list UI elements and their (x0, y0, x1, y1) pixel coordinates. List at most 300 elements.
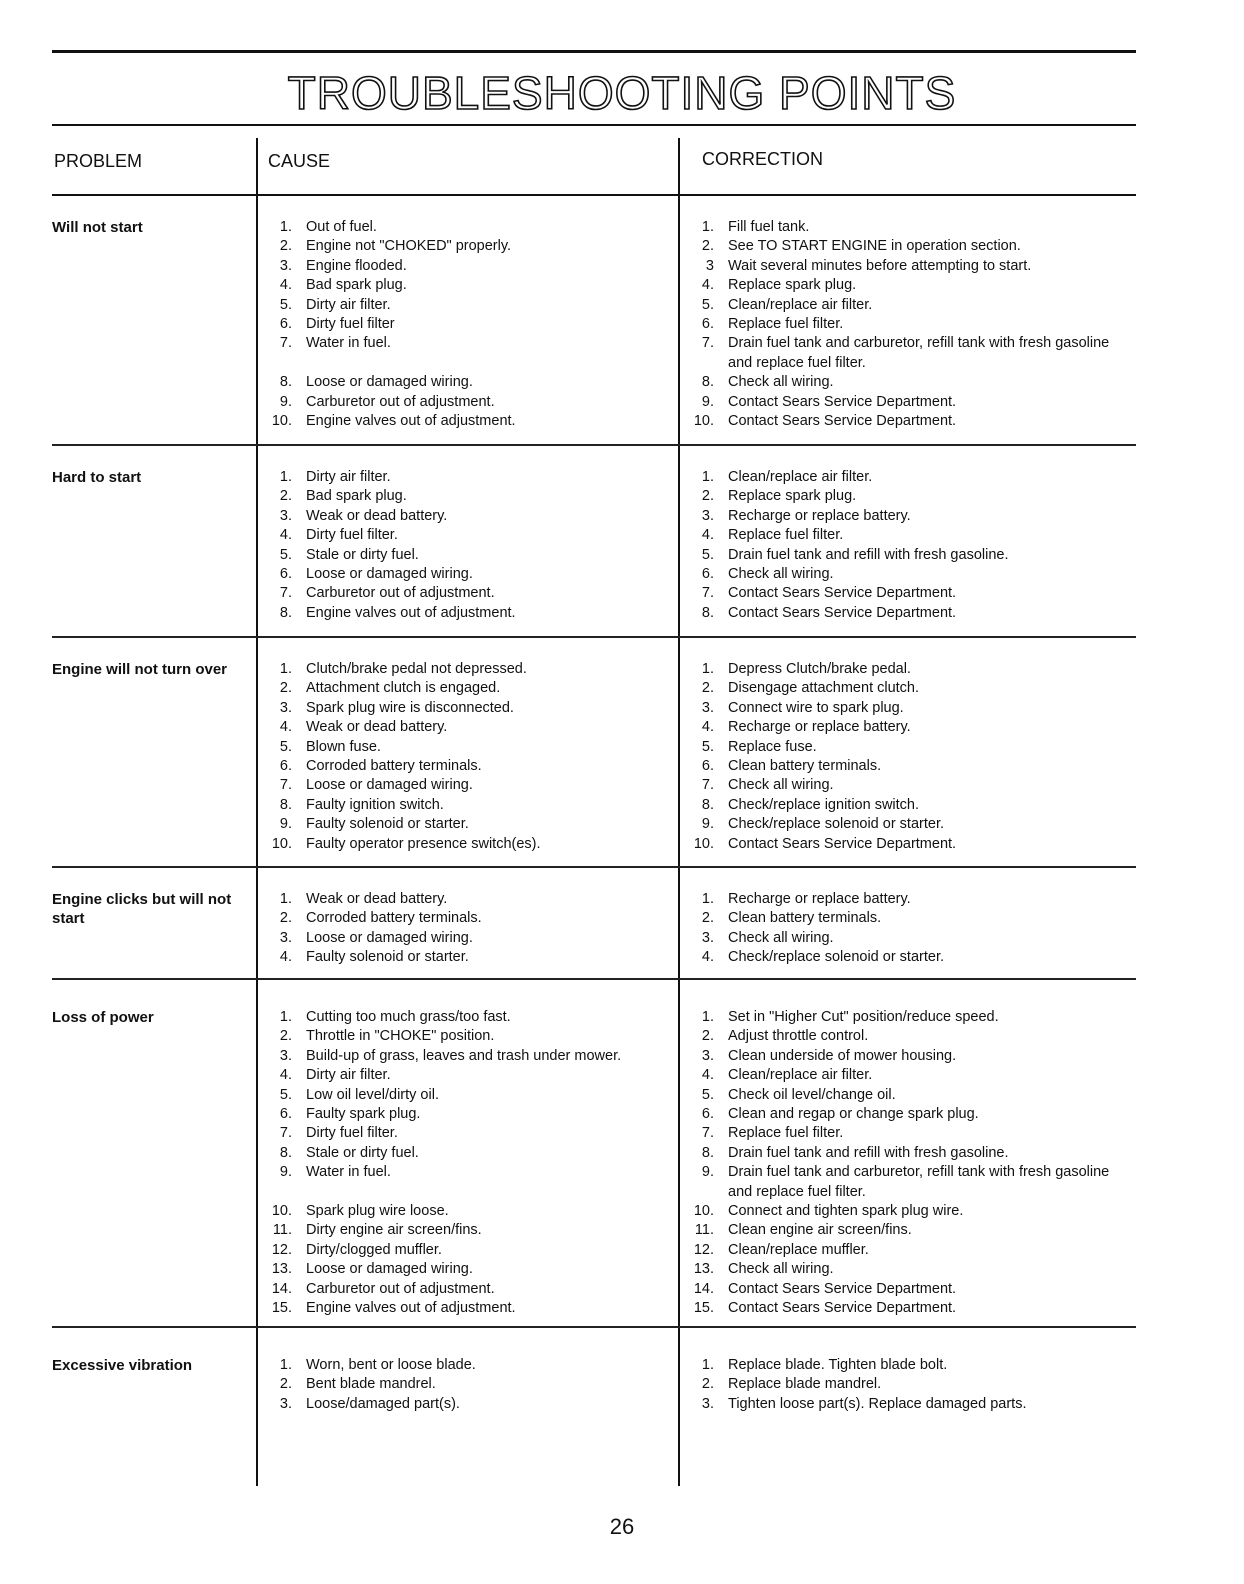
cause-item (266, 393, 686, 412)
item-number: 9. (701, 816, 714, 833)
item-text: Contact Sears Service Department. (728, 604, 957, 621)
correction-item (688, 1086, 1128, 1105)
item-text: Drain fuel tank and carburetor, refill tank with fresh gasoline and replace fuel filter. (728, 1164, 1110, 1200)
correction-item (688, 276, 1128, 295)
item-text: Dirty air filter. (306, 469, 391, 485)
item-text: Carburetor out of adjustment. (306, 393, 495, 410)
item-text: Stale or dirty fuel. (306, 546, 419, 563)
cause-item (266, 507, 686, 526)
correction-item (688, 373, 1128, 392)
item-number: 6. (279, 758, 292, 775)
item-text: Check oil level/change oil. (728, 1086, 896, 1103)
item-number: 4. (279, 719, 292, 736)
item-text: Cutting too much grass/too fast. (306, 1009, 511, 1025)
item-number: 5. (279, 546, 292, 563)
item-number: 2. (279, 1376, 292, 1393)
cause-item (266, 584, 686, 603)
correction-list (688, 1008, 1128, 1319)
item-text: Drain fuel tank and carburetor, refill tank with fresh gasoline and replace fuel filter. (728, 335, 1110, 371)
item-text: Dirty air filter. (306, 296, 391, 313)
item-number: 6. (701, 316, 714, 333)
item-number: 5. (279, 738, 292, 755)
cause-item (266, 412, 686, 431)
item-number: 5. (279, 1086, 292, 1103)
cause-list (266, 1008, 686, 1318)
item-text: Worn, bent or loose blade. (306, 1357, 476, 1373)
item-number: 2. (279, 910, 292, 927)
item-number: 3. (279, 699, 292, 716)
cause-item (266, 1356, 686, 1375)
cause-item (266, 948, 686, 967)
item-text: Adjust throttle control. (728, 1028, 869, 1045)
item-text: Engine valves out of adjustment. (306, 604, 516, 621)
item-text: Engine valves out of adjustment. (306, 413, 516, 430)
item-text: Clean engine air screen/fins. (728, 1222, 912, 1239)
item-number: 6. (701, 566, 714, 583)
correction-item (688, 393, 1128, 412)
item-number: 8. (279, 374, 292, 391)
item-number: 8. (701, 1144, 714, 1161)
item-text: Loose or damaged wiring. (306, 566, 473, 583)
item-number: 2. (701, 488, 714, 505)
correction-item (688, 1356, 1128, 1375)
cause-list (266, 1356, 686, 1414)
item-number: 8. (701, 604, 714, 621)
correction-item (688, 526, 1128, 545)
cause-item (266, 757, 686, 776)
cause-item (266, 1202, 686, 1221)
item-text: Dirty fuel filter. (306, 527, 398, 544)
item-text: Engine flooded. (306, 257, 407, 274)
cause-item (266, 929, 686, 948)
item-text: Weak or dead battery. (306, 507, 448, 524)
cause-list (266, 218, 686, 431)
item-text: Check all wiring. (728, 929, 834, 946)
cause-item (266, 487, 686, 506)
cause-item (266, 315, 686, 334)
item-number: 3 (705, 257, 714, 274)
correction-list (688, 218, 1128, 431)
item-text: Faulty ignition switch. (306, 796, 444, 813)
cause-item (266, 890, 686, 909)
item-text: Replace blade mandrel. (728, 1376, 882, 1393)
item-number: 9. (279, 1164, 292, 1181)
correction-item (688, 1299, 1128, 1318)
item-number: 12. (693, 1241, 714, 1258)
item-text: Engine valves out of adjustment. (306, 1300, 516, 1317)
cause-item (266, 796, 686, 815)
item-text: Clean underside of mower housing. (728, 1047, 957, 1064)
item-number: 3. (279, 507, 292, 524)
item-text: Check all wiring. (728, 374, 834, 391)
correction-item (688, 1066, 1128, 1085)
item-text: Check/replace solenoid or starter. (728, 816, 944, 833)
cause-list (266, 660, 686, 854)
item-number: 9. (701, 1164, 714, 1181)
correction-item (688, 1027, 1128, 1046)
correction-item (688, 699, 1128, 718)
correction-item (688, 1280, 1128, 1299)
correction-item (688, 487, 1128, 506)
item-text: Recharge or replace battery. (728, 891, 911, 907)
correction-item (688, 757, 1128, 776)
item-number: 5. (701, 1086, 714, 1103)
cause-item (266, 218, 686, 237)
item-text: Weak or dead battery. (306, 891, 448, 907)
cause-item (266, 1027, 686, 1046)
item-text: Clean battery terminals. (728, 758, 882, 775)
item-number: 11. (694, 1222, 714, 1239)
header-rule (52, 194, 1136, 196)
item-number: 7. (279, 777, 292, 794)
cause-list (266, 468, 686, 623)
item-number: 7. (701, 777, 714, 794)
item-text: Check all wiring. (728, 566, 834, 583)
cause-item (266, 257, 686, 276)
correction-item (688, 1221, 1128, 1240)
item-text: See TO START ENGINE in operation section. (728, 238, 1021, 255)
item-text: Bad spark plug. (306, 488, 407, 505)
cause-item (266, 604, 686, 623)
cause-item (266, 718, 686, 737)
correction-item (688, 412, 1128, 431)
item-text: Replace blade. Tighten blade bolt. (728, 1357, 948, 1373)
header-correction: CORRECTION (702, 149, 823, 169)
item-text: Water in fuel. (306, 1164, 391, 1181)
problem-label: Will not start (52, 219, 143, 236)
item-number: 7. (279, 585, 292, 602)
cause-item (266, 1124, 686, 1143)
cause-item (266, 373, 686, 392)
item-text: Loose or damaged wiring. (306, 374, 473, 391)
item-text: Clean/replace air filter. (728, 1067, 873, 1084)
correction-item (688, 584, 1128, 603)
item-text: Drain fuel tank and refill with fresh gasoline. (728, 546, 1009, 563)
item-number: 10. (271, 835, 292, 852)
correction-item (688, 1260, 1128, 1279)
correction-item (688, 1008, 1128, 1027)
item-number: 10. (271, 413, 292, 430)
item-number: 1. (701, 891, 714, 907)
cause-item (266, 334, 686, 353)
item-text: Clean/replace air filter. (728, 296, 873, 313)
item-number: 3. (701, 507, 714, 524)
cause-item (266, 1260, 686, 1279)
correction-item (688, 1047, 1128, 1066)
cause-item (266, 1395, 686, 1414)
item-text: Faulty operator presence switch(es). (306, 835, 541, 852)
correction-list (688, 468, 1128, 623)
correction-item (688, 1241, 1128, 1260)
item-text: Replace fuel filter. (728, 316, 844, 333)
item-number: 5. (701, 296, 714, 313)
item-text: Contact Sears Service Department. (728, 585, 957, 602)
item-text: Spark plug wire is disconnected. (306, 699, 514, 716)
correction-item (688, 738, 1128, 757)
page-number: 26 (609, 1514, 635, 1539)
header-problem: PROBLEM (54, 151, 143, 171)
top-rule (52, 50, 1136, 53)
item-text: Blown fuse. (306, 738, 381, 755)
cause-item (266, 1299, 686, 1318)
correction-item (688, 218, 1128, 237)
item-number: 2. (701, 1028, 714, 1045)
problem-label: Engine will not turn over (52, 661, 228, 678)
item-number: 7. (701, 335, 714, 352)
item-text: Attachment clutch is engaged. (306, 680, 501, 697)
cause-item (266, 699, 686, 718)
item-text: Clean/replace muffler. (728, 1241, 869, 1258)
correction-item (688, 660, 1128, 679)
item-text: Recharge or replace battery. (728, 719, 911, 736)
cause-item (266, 815, 686, 834)
item-number: 1. (701, 1357, 714, 1373)
correction-item (688, 835, 1128, 854)
cause-item (266, 296, 686, 315)
item-number: 13. (271, 1261, 292, 1278)
item-number: 2. (279, 238, 292, 255)
item-text: Dirty/clogged muffler. (306, 1241, 442, 1258)
item-number: 1. (279, 1357, 292, 1373)
item-number: 8. (701, 796, 714, 813)
item-text: Tighten loose part(s). Replace damaged parts. (728, 1395, 1027, 1412)
item-number: 1. (701, 1009, 714, 1025)
item-text: Low oil level/dirty oil. (306, 1086, 439, 1103)
item-number: 2. (279, 680, 292, 697)
item-text: Carburetor out of adjustment. (306, 1280, 495, 1297)
item-number: 1. (279, 661, 292, 677)
item-number: 3. (279, 1047, 292, 1064)
item-number: 4. (701, 719, 714, 736)
section-divider-rule (52, 1326, 1136, 1328)
cause-item (266, 237, 686, 256)
cause-list (266, 890, 686, 968)
correction-item (688, 679, 1128, 698)
item-number: 6. (279, 316, 292, 333)
item-text: Corroded battery terminals. (306, 758, 482, 775)
correction-item (688, 909, 1128, 928)
correction-item (688, 334, 1128, 373)
correction-list (688, 890, 1128, 968)
item-text: Bad spark plug. (306, 277, 407, 294)
correction-list (688, 660, 1128, 854)
cause-item (266, 1047, 686, 1066)
item-number: 2. (701, 910, 714, 927)
correction-list (688, 1356, 1128, 1414)
cause-item (266, 1221, 686, 1240)
cause-item (266, 738, 686, 757)
item-number: 8. (279, 1144, 292, 1161)
item-number: 1. (701, 469, 714, 485)
item-text: Build-up of grass, leaves and trash under mower. (306, 1047, 622, 1064)
item-text: Faulty solenoid or starter. (306, 949, 469, 966)
item-text: Loose or damaged wiring. (306, 929, 473, 946)
page-title: TROUBLESHOOTING POINTS (287, 67, 957, 119)
item-text: Clean and regap or change spark plug. (728, 1106, 979, 1123)
item-number: 2. (279, 488, 292, 505)
correction-item (688, 237, 1128, 256)
cause-item (266, 1086, 686, 1105)
item-text: Throttle in "CHOKE" position. (306, 1028, 495, 1045)
item-number: 3. (279, 929, 292, 946)
item-text: Faulty solenoid or starter. (306, 816, 469, 833)
item-number: 14. (693, 1280, 714, 1297)
item-number: 5. (701, 546, 714, 563)
item-text: Out of fuel. (306, 219, 377, 235)
item-number: 10. (693, 1203, 714, 1220)
item-number: 3. (701, 929, 714, 946)
item-text: Recharge or replace battery. (728, 507, 911, 524)
item-number: 4. (279, 277, 292, 294)
cause-item (266, 565, 686, 584)
item-number: 9. (279, 816, 292, 833)
item-text: Dirty fuel filter. (306, 1125, 398, 1142)
item-number: 3. (279, 257, 292, 274)
item-number: 4. (279, 949, 292, 966)
cause-item (266, 679, 686, 698)
item-number: 6. (279, 1106, 292, 1123)
correction-item (688, 718, 1128, 737)
item-number: 4. (701, 277, 714, 294)
cause-item (266, 835, 686, 854)
item-text: Faulty spark plug. (306, 1106, 421, 1123)
item-text: Connect wire to spark plug. (728, 699, 904, 716)
item-text: Replace fuel filter. (728, 1125, 844, 1142)
item-text: Contact Sears Service Department. (728, 413, 957, 430)
item-text: Loose/damaged part(s). (306, 1395, 460, 1412)
cause-item (266, 1105, 686, 1124)
cause-item (266, 1144, 686, 1163)
item-number: 7. (701, 585, 714, 602)
item-text: Bent blade mandrel. (306, 1376, 436, 1393)
correction-item (688, 565, 1128, 584)
item-number: 7. (701, 1125, 714, 1142)
cause-item (266, 1375, 686, 1394)
item-number: 5. (279, 296, 292, 313)
cause-item (266, 660, 686, 679)
item-text: Spark plug wire loose. (306, 1203, 449, 1220)
item-number: 8. (279, 604, 292, 621)
correction-item (688, 1105, 1128, 1124)
problem-label: Engine clicks but will not start (52, 891, 232, 928)
item-text: Contact Sears Service Department. (728, 1280, 957, 1297)
item-number: 12. (271, 1241, 292, 1258)
item-number: 3. (701, 699, 714, 716)
item-text: Contact Sears Service Department. (728, 1300, 957, 1317)
item-number: 4. (701, 949, 714, 966)
cause-item (266, 526, 686, 545)
item-number: 6. (279, 566, 292, 583)
item-text: Water in fuel. (306, 335, 391, 352)
cause-item (266, 1241, 686, 1260)
item-number: 10. (271, 1203, 292, 1220)
cause-item (266, 1066, 686, 1085)
item-number: 1. (279, 891, 292, 907)
correction-item (688, 1202, 1128, 1221)
cause-item (266, 1008, 686, 1027)
item-text: Loose or damaged wiring. (306, 777, 473, 794)
item-number: 2. (279, 1028, 292, 1045)
item-text: Engine not "CHOKED" properly. (306, 238, 512, 255)
correction-item (688, 776, 1128, 795)
item-number: 9. (279, 393, 292, 410)
section-divider-rule (52, 866, 1136, 868)
item-number: 14. (271, 1280, 292, 1297)
item-number: 10. (693, 413, 714, 430)
item-text: Drain fuel tank and refill with fresh gasoline. (728, 1144, 1009, 1161)
item-text: Replace spark plug. (728, 277, 857, 294)
section-divider-rule (52, 444, 1136, 446)
correction-item (688, 1375, 1128, 1394)
cause-item (266, 909, 686, 928)
item-text: Connect and tighten spark plug wire. (728, 1203, 964, 1220)
item-text: Check all wiring. (728, 1261, 834, 1278)
item-number: 2. (701, 1376, 714, 1393)
item-text: Check/replace ignition switch. (728, 796, 920, 813)
item-number: 8. (701, 374, 714, 391)
item-text: Wait several minutes before attempting to start. (728, 257, 1032, 274)
item-number: 4. (279, 1067, 292, 1084)
item-number: 6. (701, 1106, 714, 1123)
cause-item (266, 1280, 686, 1299)
correction-item (688, 315, 1128, 334)
correction-item (688, 1124, 1128, 1143)
item-number: 10. (693, 835, 714, 852)
item-text: Carburetor out of adjustment. (306, 585, 495, 602)
column-divider-cause (256, 138, 258, 1486)
item-number: 11. (272, 1222, 292, 1239)
correction-item (688, 890, 1128, 909)
title-underline-rule (52, 124, 1136, 126)
item-number: 9. (701, 393, 714, 410)
header-cause: CAUSE (268, 151, 331, 171)
problem-label: Excessive vibration (52, 1357, 193, 1374)
item-text: Depress Clutch/brake pedal. (728, 661, 911, 677)
cause-item (266, 776, 686, 795)
item-text: Set in "Higher Cut" position/reduce speed. (728, 1009, 999, 1025)
correction-item (688, 296, 1128, 315)
item-number: 1. (279, 1009, 292, 1025)
item-number: 1. (279, 469, 292, 485)
item-number: 3. (701, 1395, 714, 1412)
cause-item (266, 468, 686, 487)
item-text: Check all wiring. (728, 777, 834, 794)
item-number: 2. (701, 680, 714, 697)
item-text: Clutch/brake pedal not depressed. (306, 661, 527, 677)
section-divider-rule (52, 636, 1136, 638)
section-divider-rule (52, 978, 1136, 980)
item-number: 5. (701, 738, 714, 755)
item-number: 4. (701, 527, 714, 544)
problem-label: Loss of power (52, 1009, 154, 1026)
correction-item (688, 546, 1128, 565)
item-text: Loose or damaged wiring. (306, 1261, 473, 1278)
cause-item (266, 546, 686, 565)
item-text: Fill fuel tank. (728, 219, 810, 235)
item-number: 3. (701, 1047, 714, 1064)
correction-item (688, 1163, 1128, 1202)
item-number: 3. (279, 1395, 292, 1412)
item-number: 13. (693, 1261, 714, 1278)
item-number: 1. (279, 219, 292, 235)
item-text: Dirty air filter. (306, 1067, 391, 1084)
item-text: Stale or dirty fuel. (306, 1144, 419, 1161)
item-text: Check/replace solenoid or starter. (728, 949, 944, 966)
item-text: Contact Sears Service Department. (728, 835, 957, 852)
item-number: 15. (693, 1300, 714, 1317)
correction-item (688, 604, 1128, 623)
item-text: Disengage attachment clutch. (728, 680, 920, 697)
